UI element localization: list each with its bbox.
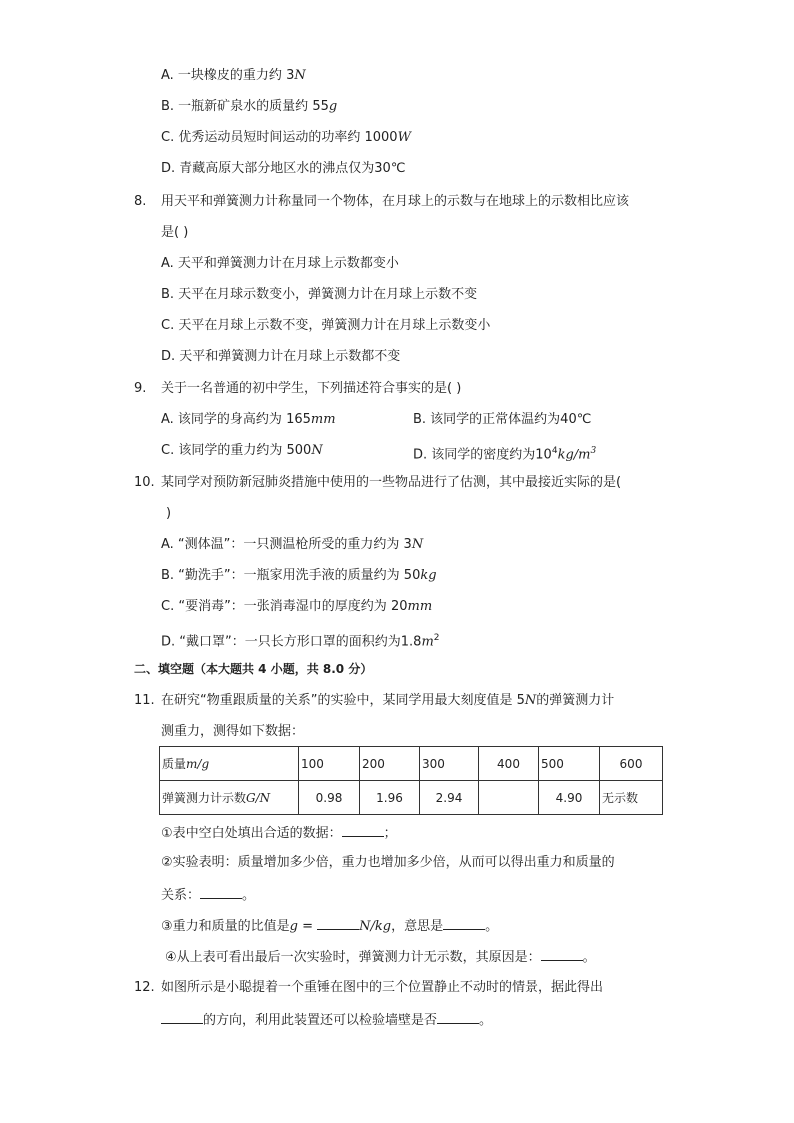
q9-option-d: D. 该同学的密度约为$10^4kg/m^3$ <box>413 446 597 463</box>
q12-stem-line1: 如图所示是小聪提着一个重锤在图中的三个位置静止不动时的情景，据此得出 <box>161 980 604 995</box>
answer-blank[interactable] <box>200 885 242 899</box>
answer-blank[interactable] <box>317 916 359 930</box>
q7-option-d: D. 青藏高原大部分地区水的沸点仅为30℃ <box>161 161 406 176</box>
q10-number: 10. <box>134 475 155 490</box>
table-cell: 0.98 <box>299 781 360 815</box>
q8-option-b: B. 天平在月球示数变小，弹簧测力计在月球上示数不变 <box>161 287 478 302</box>
table-cell: 100 <box>299 747 360 781</box>
section-heading: 二、填空题（本大题共 4 小题，共 8.0 分） <box>134 662 373 676</box>
table-header-mass: 质量m/g <box>160 747 299 781</box>
q8-option-a: A. 天平和弹簧测力计在月球上示数都变小 <box>161 256 399 271</box>
q10-option-a: A. “测体温”：一只测温枪所受的重力约为 3N <box>161 537 424 552</box>
table-cell: 200 <box>360 747 420 781</box>
q8-stem-line2: 是( ) <box>161 225 189 240</box>
q8-number: 8. <box>134 194 147 209</box>
q9-number: 9. <box>134 381 147 396</box>
q9-option-b: B. 该同学的正常体温约为40℃ <box>413 412 592 427</box>
q10-option-d: D. “戴口罩”：一只长方形口罩的面积约为$1.8m^2$ <box>161 633 440 650</box>
q11-part2-line2: 关系： 。 <box>161 885 255 905</box>
table-cell: 400 <box>479 747 539 781</box>
q7-option-a: A. 一块橡皮的重力约 3N <box>161 68 306 83</box>
q10-option-c: C. “要消毒”：一张消毒湿巾的厚度约为 20mm <box>161 599 433 614</box>
q8-stem-line1: 用天平和弹簧测力计称量同一个物体，在月球上的示数与在地球上的示数相比应该 <box>161 194 630 209</box>
table-row <box>160 747 663 781</box>
table-cell: 600 <box>600 747 663 781</box>
table-header-weight: 弹簧测力计示数G/N <box>160 781 299 815</box>
answer-blank[interactable] <box>437 1010 479 1024</box>
q9-option-c: C. 该同学的重力约为 500N <box>161 443 323 458</box>
q11-stem-line1: 在研究“物重跟质量的关系”的实验中，某同学用最大刻度值是 5N的弹簧测力计 <box>161 693 615 708</box>
q12-number: 12. <box>134 980 155 995</box>
table-row <box>160 781 663 815</box>
q10-stem-line2: ) <box>166 506 172 521</box>
table-cell: 500 <box>539 747 600 781</box>
table-cell-empty <box>479 781 539 815</box>
table-cell: 4.90 <box>539 781 600 815</box>
q11-part3: ③重力和质量的比值是g = N/kg，意思是 。 <box>161 916 498 936</box>
q12-stem-line2: 的方向，利用此装置还可以检验墙壁是否 。 <box>161 1010 492 1030</box>
q9-option-a: A. 该同学的身高约为 165mm <box>161 412 336 427</box>
answer-blank[interactable] <box>342 823 384 837</box>
q10-option-b: B. “勤洗手”：一瓶家用洗手液的质量约为 50kg <box>161 568 437 583</box>
q7-option-c: C. 优秀运动员短时间运动的功率约 1000W <box>161 130 411 145</box>
table-cell: 1.96 <box>360 781 420 815</box>
q8-option-d: D. 天平和弹簧测力计在月球上示数都不变 <box>161 349 401 364</box>
q11-part4: ④从上表可看出最后一次实验时，弹簧测力计无示数，其原因是： 。 <box>165 947 596 967</box>
table-cell: 300 <box>420 747 479 781</box>
answer-blank[interactable] <box>161 1010 203 1024</box>
q8-option-c: C. 天平在月球上示数不变，弹簧测力计在月球上示数变小 <box>161 318 491 333</box>
q11-part1: ①表中空白处填出合适的数据： ； <box>161 823 397 843</box>
q11-stem-line2: 测重力，测得如下数据： <box>161 724 305 739</box>
q7-option-b: B. 一瓶新矿泉水的质量约 55g <box>161 99 338 114</box>
q9-stem: 关于一名普通的初中学生，下列描述符合事实的是( ) <box>161 381 462 396</box>
q10-stem-line1: 某同学对预防新冠肺炎措施中使用的一些物品进行了估测，其中最接近实际的是( <box>161 475 622 490</box>
data-table <box>159 746 663 815</box>
table-cell: 无示数 <box>600 781 663 815</box>
answer-blank[interactable] <box>541 947 583 961</box>
q11-part2-line1: ②实验表明：质量增加多少倍，重力也增加多少倍，从而可以得出重力和质量的 <box>161 855 615 870</box>
answer-blank[interactable] <box>443 916 485 930</box>
q11-number: 11. <box>134 693 155 708</box>
table-cell: 2.94 <box>420 781 479 815</box>
